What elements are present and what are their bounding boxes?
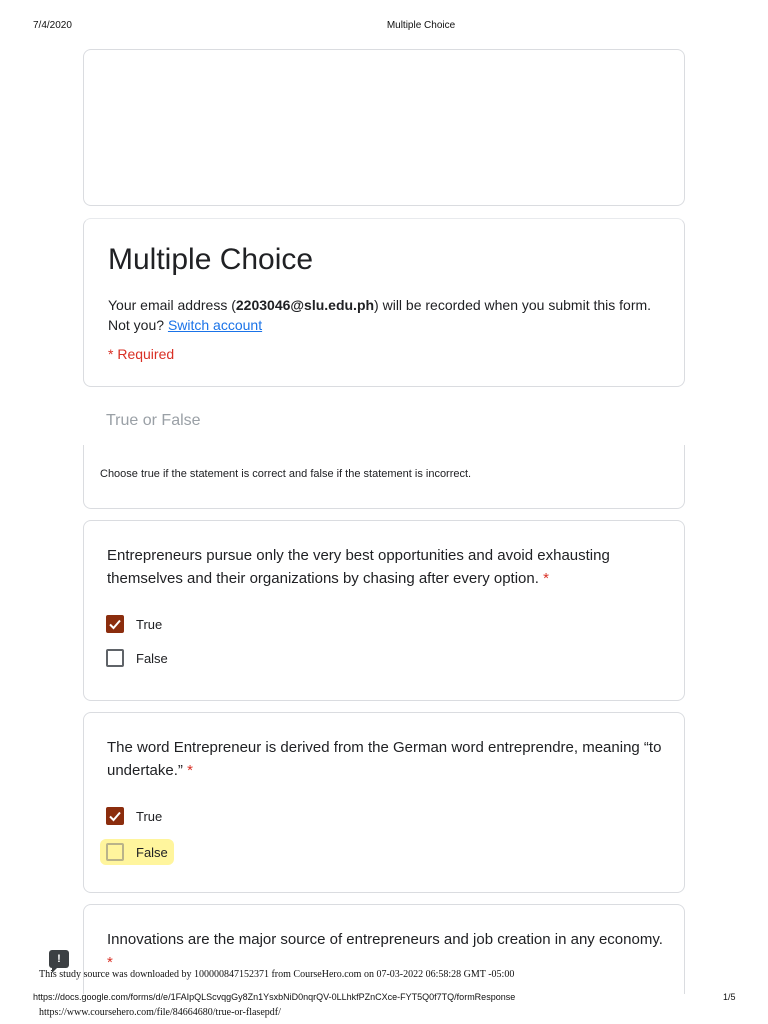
- checkbox-checked[interactable]: [106, 615, 124, 633]
- option-true[interactable]: [106, 613, 162, 635]
- option-label: False: [136, 650, 168, 666]
- required-star: *: [187, 762, 193, 779]
- checkbox-unchecked[interactable]: [106, 843, 124, 861]
- print-header: [0, 18, 768, 34]
- form-header-card: [83, 218, 685, 387]
- checkmark-icon: [108, 617, 122, 631]
- page-number: 1/5: [723, 992, 736, 1002]
- section-description: Choose true if the statement is correct and false if the statement is incorrect.: [100, 468, 472, 480]
- question-text: [107, 544, 667, 590]
- footer-url: https://docs.google.com/forms/d/e/1FAIpQLScvqgGy8Zn1YsxbNiD0nqrQV-0LLhkfPZnCXce-FYT5Q0f7TQ/formResponse: [33, 992, 516, 1002]
- question-card-2: [83, 712, 685, 893]
- section-description-card: [83, 445, 685, 509]
- required-star: *: [107, 954, 113, 971]
- option-false[interactable]: [106, 647, 168, 669]
- option-false-highlighted[interactable]: [100, 839, 174, 865]
- print-title: Multiple Choice: [386, 20, 456, 31]
- question-text: [107, 736, 667, 782]
- form-banner: [83, 49, 685, 206]
- checkbox-unchecked[interactable]: [106, 649, 124, 667]
- required-star: *: [543, 570, 549, 587]
- section-title: True or False: [106, 412, 201, 429]
- option-label: True: [136, 616, 163, 632]
- coursehero-url: https://www.coursehero.com/file/84664680/true-or-flasepdf/: [39, 1007, 281, 1018]
- question-1-text: Entrepreneurs pursue only the very best opportunities and avoid exhausting themselves and their organizations by chasing after every option.: [107, 547, 610, 587]
- question-2-text: The word Entrepreneur is derived from the German word entreprendre, meaning “to undertake.”: [107, 739, 662, 779]
- option-true[interactable]: [106, 805, 162, 827]
- required-note: * Required: [108, 346, 175, 362]
- question-text: [107, 928, 667, 974]
- feedback-icon[interactable]: !: [49, 950, 69, 968]
- study-source-notice: This study source was downloaded by 100000847152371 from CourseHero.com on 07-03-2022 06:58:28 GMT -05:00: [39, 969, 515, 980]
- print-date: 7/4/2020: [33, 20, 72, 31]
- form-title: Multiple Choice: [108, 243, 314, 276]
- email-prefix: Your email address (: [108, 297, 236, 313]
- question-card-1: [83, 520, 685, 701]
- switch-account-link[interactable]: Switch account: [167, 317, 263, 333]
- question-card-3: [83, 904, 685, 994]
- email-address: 2203046@slu.edu.ph: [235, 297, 375, 313]
- email-notice: [108, 295, 668, 335]
- question-3-text: Innovations are the major source of entrepreneurs and job creation in any economy.: [107, 931, 663, 948]
- email-suffix: ) will be recorded when you submit this form. Not you?: [108, 297, 652, 333]
- option-label: False: [136, 844, 168, 860]
- checkmark-icon: [108, 809, 122, 823]
- option-label: True: [136, 808, 163, 824]
- checkbox-checked[interactable]: [106, 807, 124, 825]
